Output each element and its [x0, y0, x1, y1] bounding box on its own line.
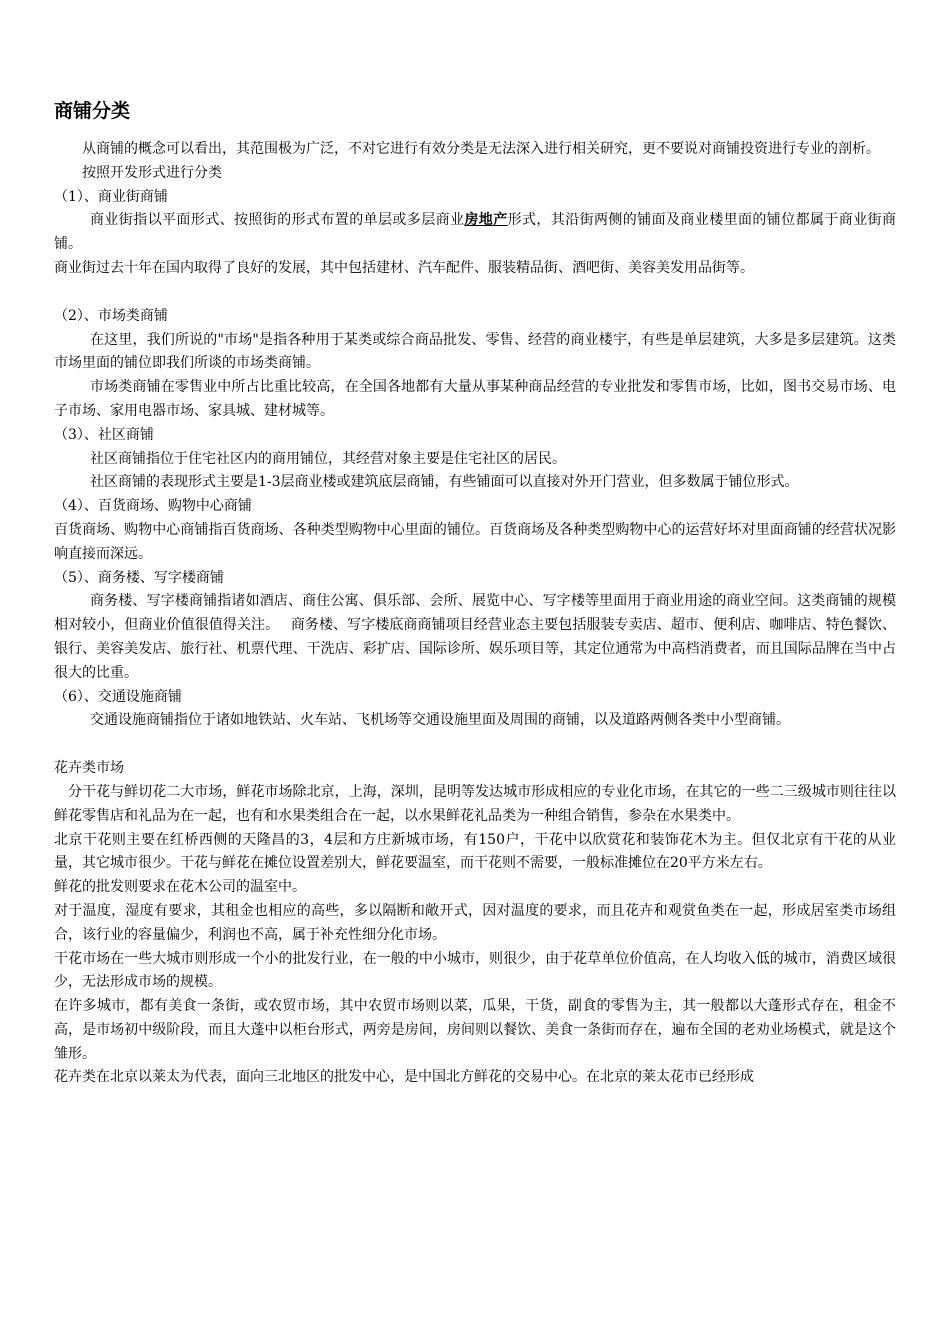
flower-paragraph-5: 干花市场在一些大城市则形成一个小的批发行业，在一般的中小城市，则很少，由于花草单位价值高，在人均收入低的城市，消费区域很少，无法形成市场的规模。 — [54, 950, 896, 991]
section-3-paragraph-1: 社区商铺指位于住宅社区内的商用铺位，其经营对象主要是住宅社区的居民。 — [90, 450, 566, 467]
flower-paragraph-4: 对于温度，湿度有要求，其租金也相应的高些，多以隔断和敞开式，因对温度的要求，而且花卉和观赏鱼类在一起，形成居室类市场组合，该行业的容量偏少，利润也不高，属于补充性细分化市场。 — [54, 902, 896, 943]
document-body — [54, 96, 896, 1090]
blank-line — [54, 281, 896, 305]
flower-paragraph-7: 花卉类在北京以莱太为代表，面向三北地区的批发中心，是中国北方鲜花的交易中心。在北京的莱太花市已经形成 — [54, 1069, 754, 1086]
section-5-paragraph-1: 商务楼、写字楼商铺指诸如酒店、商住公寓、俱乐部、会所、展览中心、写字楼等里面用于商业用途的商业空间。这类商铺的规模相对较小，但商业价值很值得关注。 商务楼、写字楼底商商铺项目经营业态主要包括服装专卖店、超市、便利店、咖啡店、特色餐饮、银行、美容美发店、旅行社、机票代理、干洗店、彩扩店、国际诊所、娱乐项目等，其定位通常为中高档消费者，而且国际品牌在当中占很大的比重。 — [54, 593, 896, 681]
section-1-text-after-link: 形式，其沿街两侧的铺面及商业楼里面的铺位都属于商业街商铺。 — [54, 212, 897, 253]
page-title: 商铺分类 — [54, 100, 131, 122]
section-1-text-before-link: 商业街指以平面形式、按照街的形式布置的单层或多层商业 — [90, 212, 465, 229]
section-heading-1: （1）、商业街商铺 — [54, 188, 168, 205]
flower-market-heading: 花卉类市场 — [54, 760, 124, 777]
section-3-paragraph-2: 社区商铺的表现形式主要是1-3层商业楼或建筑底层商铺，有些铺面可以直接对外开门营业，但多数属于铺位形式。 — [90, 474, 799, 491]
blank-line — [54, 733, 896, 757]
flower-paragraph-2: 北京干花则主要在红桥西侧的天隆昌的3，4层和方庄新城市场，有150户，干花中以欣赏花和装饰花木为主。但仅北京有干花的从业量，其它城市很少。干花与鲜花在摊位设置差别大，鲜花要温室，而干花则不需要，一般标准摊位在20平方米左右。 — [54, 831, 896, 872]
real-estate-link[interactable]: 房地产 — [464, 212, 508, 229]
section-2-paragraph-2: 市场类商铺在零售业中所占比重比较高，在全国各地都有大量从事某种商品经营的专业批发和零售市场，比如，图书交易市场、电子市场、家用电器市场、家具城、建材城等。 — [54, 379, 896, 419]
section-heading-6: （6）、交通设施商铺 — [54, 688, 182, 705]
section-6-paragraph-1: 交通设施商铺指位于诸如地铁站、火车站、飞机场等交通设施里面及周围的商铺，以及道路两侧各类中小型商铺。 — [90, 712, 790, 729]
section-heading-4: （4）、百货商场、购物中心商铺 — [54, 498, 252, 515]
section-heading-3: （3）、社区商铺 — [54, 426, 154, 443]
flower-paragraph-6: 在许多城市，都有美食一条街，或农贸市场，其中农贸市场则以菜，瓜果，干货，副食的零售为主，其一般都以大蓬形式存在，租金不高，是市场初中级阶段，而且大蓬中以柜台形式，两旁是房间，房间则以餐饮、美食一条街而存在，遍布全国的老劝业场模式，就是这个雏形。 — [54, 998, 896, 1062]
flower-paragraph-3: 鲜花的批发则要求在花木公司的温室中。 — [54, 879, 306, 896]
intro-paragraph: 从商铺的概念可以看出，其范围极为广泛，不对它进行有效分类是无法深入进行相关研究，更不要说对商铺投资进行专业的剖析。 — [82, 141, 880, 157]
section-2-paragraph-1: 在这里，我们所说的"市场"是指各种用于某类或综合商品批发、零售、经营的商业楼宇，有些是单层建筑，大多是多层建筑。这类市场里面的铺位即我们所谈的市场类商铺。 — [54, 331, 896, 372]
flower-paragraph-1: 分干花与鲜切花二大市场，鲜花市场除北京，上海，深圳，昆明等发达城市形成相应的专业化市场，在其它的一些二三级城市则往往以鲜花零售店和礼品为在一起，也有和水果类组合在一起，以水果鲜花礼品类为一种组合销售，参杂在水果类中。 — [54, 783, 896, 824]
classify-by-line: 按照开发形式进行分类 — [82, 164, 222, 181]
section-heading-5: （5）、商务楼、写字楼商铺 — [54, 569, 224, 586]
section-heading-2: （2）、市场类商铺 — [54, 307, 168, 324]
section-1-paragraph-1 — [54, 209, 896, 257]
section-1-paragraph-2: 商业街过去十年在国内取得了良好的发展，其中包括建材、汽车配件、服装精品街、酒吧街、美容美发用品街等。 — [54, 259, 754, 276]
section-4-paragraph-1: 百货商场、购物中心商铺指百货商场、各种类型购物中心里面的铺位。百货商场及各种类型购物中心的运营好坏对里面商铺的经营状况影响直接而深远。 — [54, 521, 896, 562]
